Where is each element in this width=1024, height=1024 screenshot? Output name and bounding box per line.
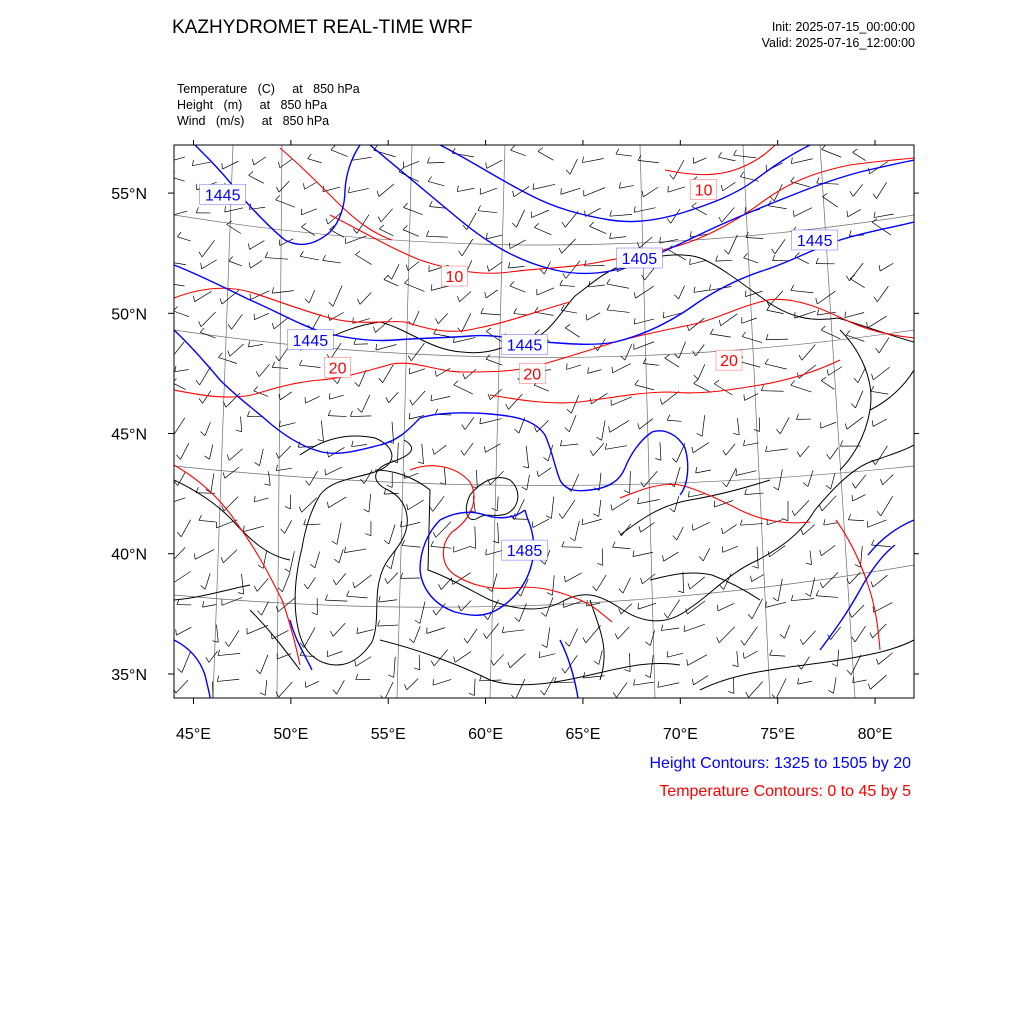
y-tick-label: 55°N bbox=[111, 186, 147, 204]
height-legend-entry: Height Contours: 1325 to 1505 by 20 bbox=[649, 755, 911, 772]
y-tick-label: 45°N bbox=[111, 426, 147, 444]
legend bbox=[649, 755, 911, 800]
x-tick-label: 50°E bbox=[273, 726, 309, 743]
contour-label-text: 20 bbox=[328, 360, 347, 378]
contour-label-text: 10 bbox=[445, 269, 464, 287]
height-contour-label bbox=[287, 330, 333, 350]
valid-time: Valid: 2025-07-16_12:00:00 bbox=[761, 36, 915, 50]
x-tick-label: 75°E bbox=[760, 726, 796, 743]
temperature-contour-label bbox=[441, 266, 467, 286]
field-temperature: Temperature (C) at 850 hPa bbox=[177, 82, 360, 96]
height-contour-label bbox=[200, 184, 246, 204]
x-tick-label: 55°E bbox=[370, 726, 406, 743]
contour-label-text: 1445 bbox=[292, 332, 329, 350]
height-contour-label bbox=[502, 335, 548, 355]
init-time: Init: 2025-07-15_00:00:00 bbox=[771, 20, 915, 34]
field-height: Height (m) at 850 hPa bbox=[177, 98, 328, 112]
temperature-legend-entry: Temperature Contours: 0 to 45 by 5 bbox=[659, 783, 911, 800]
x-tick-label: 70°E bbox=[662, 726, 698, 743]
temperature-contour-label bbox=[519, 363, 545, 383]
contour-label-text: 1485 bbox=[506, 543, 543, 561]
y-tick-label: 40°N bbox=[111, 546, 147, 564]
field-wind: Wind (m/s) at 850 hPa bbox=[177, 114, 330, 128]
temperature-contour-label bbox=[716, 350, 742, 370]
x-tick-label: 45°E bbox=[176, 726, 211, 743]
x-tick-label: 80°E bbox=[857, 726, 893, 743]
figure-title: KAZHYDROMET REAL-TIME WRF bbox=[172, 17, 473, 38]
temperature-contour-label bbox=[325, 357, 351, 377]
x-tick-label: 65°E bbox=[565, 726, 601, 743]
height-contour-label bbox=[616, 248, 662, 268]
contour-label-text: 20 bbox=[720, 353, 738, 371]
temperature-contour-label bbox=[691, 179, 717, 199]
contour-label-text: 1405 bbox=[621, 251, 658, 269]
contour-label-text: 10 bbox=[694, 182, 713, 200]
contour-label-text: 20 bbox=[523, 366, 542, 384]
height-contour-label bbox=[792, 230, 838, 250]
contour-label-text: 1445 bbox=[506, 337, 543, 355]
x-tick-label: 60°E bbox=[468, 726, 504, 743]
y-tick-label: 35°N bbox=[111, 666, 147, 684]
height-contour-label bbox=[502, 540, 548, 560]
y-tick-label: 50°N bbox=[111, 306, 147, 324]
contour-label-text: 1445 bbox=[204, 187, 241, 205]
contour-label-text: 1445 bbox=[796, 232, 833, 250]
